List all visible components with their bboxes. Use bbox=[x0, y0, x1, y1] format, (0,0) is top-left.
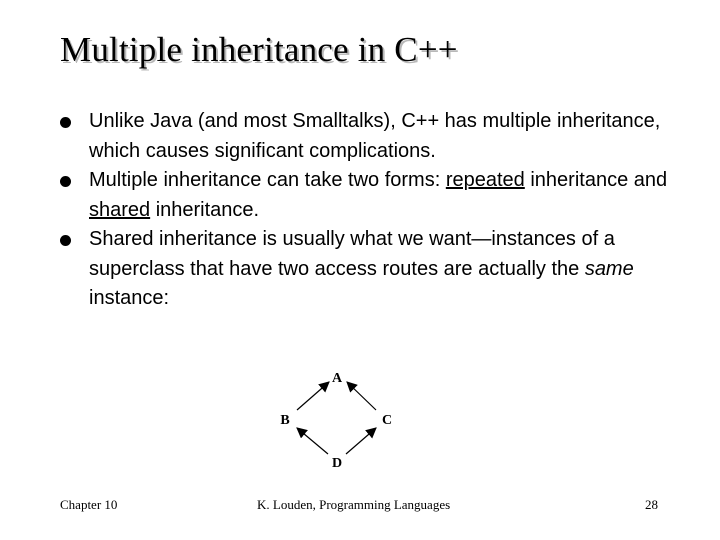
shared-term: shared bbox=[89, 198, 151, 221]
bullet-dot-icon bbox=[60, 235, 71, 246]
edge-d-to-c bbox=[346, 428, 376, 454]
bullet-text-3-end: instance: bbox=[89, 287, 170, 309]
bullet-text-1: Unlike Java (and most Smalltalks), C++ has multiple inheritance, which causes significant complications. bbox=[89, 110, 661, 162]
node-c: C bbox=[381, 413, 393, 428]
edge-c-to-a bbox=[347, 382, 376, 410]
node-d: D bbox=[331, 456, 343, 471]
bullet-text-2-start: Multiple inheritance can take two forms: bbox=[89, 169, 446, 191]
node-b: B bbox=[280, 413, 290, 428]
inheritance-diagram bbox=[270, 360, 400, 475]
bullet-item-3 bbox=[60, 225, 670, 314]
bullet-item-1 bbox=[60, 107, 670, 166]
bullet-text-2-mid: inheritance and bbox=[524, 169, 668, 191]
same-term: same bbox=[584, 257, 634, 280]
bullet-item-2 bbox=[60, 166, 670, 225]
slide-title: Multiple inheritance in C++ bbox=[60, 30, 458, 69]
footer-course: K. Louden, Programming Languages bbox=[257, 497, 451, 512]
node-a: A bbox=[331, 371, 343, 386]
bullet-text-2-end: inheritance. bbox=[150, 198, 260, 221]
repeated-term: repeated bbox=[445, 169, 525, 191]
edge-d-to-b bbox=[297, 428, 328, 454]
bullet-dot-icon bbox=[60, 117, 71, 128]
footer-chapter: Chapter 10 bbox=[60, 497, 118, 512]
bullet-list bbox=[60, 107, 670, 314]
bullet-dot-icon bbox=[60, 176, 71, 187]
edge-b-to-a bbox=[297, 382, 329, 410]
footer-page-number: 28 bbox=[645, 497, 658, 512]
bullet-text-3-start: Shared inheritance is usually what we want—instances of a superclass that have two access routes are actually the bbox=[89, 228, 615, 280]
